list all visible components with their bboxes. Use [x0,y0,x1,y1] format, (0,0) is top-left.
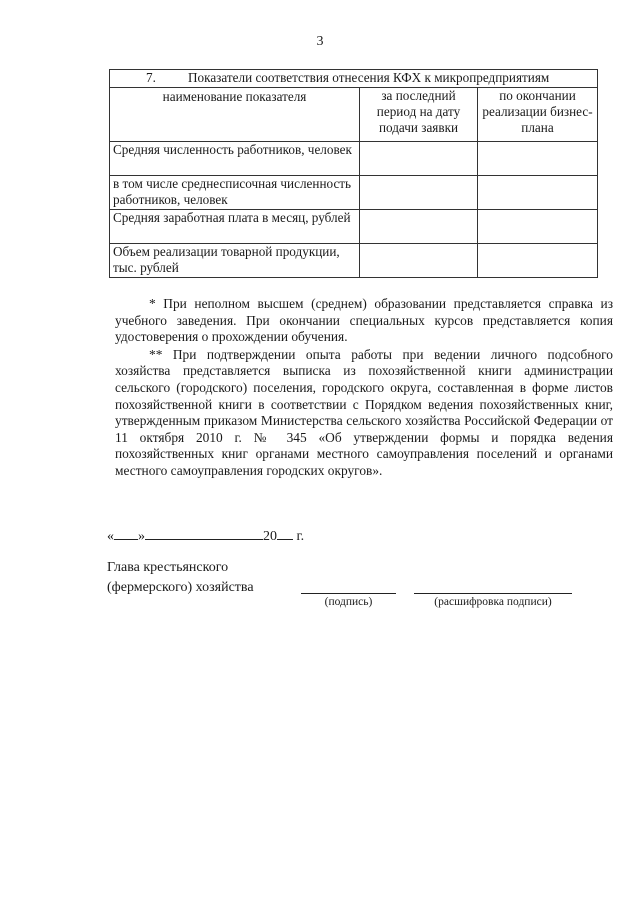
footnote-experience: ** При подтверждении опыта работы при ведении личного подсобного хозяйства представляется выписка из похозяйственной книги администрации сельского (городского) поселения, городского округа, составленная в форме листов похозяйственной книги в соответствии с Порядком ведения похозяйственных книг, утвержденным приказом Министерства сельского хозяйства Российской Федерации от 11 октября 2010 г. № 345 «Об утверждении формы и порядка ведения похозяйственных книг органами местного самоуправления поселений и органами местного самоуправления городских округов». [115,346,613,478]
table-section-row [110,70,598,88]
value-last-period [360,244,478,278]
signer-title-line1: Глава крестьянского [107,560,229,575]
section-title-cell [110,70,598,88]
value-last-period [360,210,478,244]
value-end-of-plan [478,142,598,176]
indicator-name: Средняя заработная плата в месяц, рублей [110,210,360,244]
value-last-period [360,176,478,210]
signer-title-line2: (фермерского) хозяйства [107,580,254,595]
signer-title [107,558,254,598]
table-row [110,142,598,176]
column-header-end-of-plan: по окончании реализации бизнес-плана [478,88,598,142]
section-number: 7. [146,70,156,85]
year-prefix: 20 [263,529,277,544]
value-end-of-plan [478,244,598,278]
date-line [107,526,304,545]
value-end-of-plan [478,210,598,244]
signature-line [301,593,396,594]
indicator-name: Средняя численность работников, человек [110,142,360,176]
decoding-caption: (расшифровка подписи) [434,596,552,608]
signature-decoding-line [414,593,572,594]
indicator-name: в том числе среднесписочная численность работников, человек [110,176,360,210]
footnote-education: * При неполном высшем (среднем) образовании представляется справка из учебного заведения. При окончании специальных курсов представляется копия удостоверения о прохождении обучения. [115,296,613,345]
day-blank [114,526,138,540]
indicators-table [109,69,598,278]
year-suffix: г. [296,529,305,544]
value-end-of-plan [478,176,598,210]
column-header-name: наименование показателя [110,88,360,142]
date-close-quote: » [138,529,145,544]
column-header-last-period: за последний период на дату подачи заявки [360,88,478,142]
table-header-row [110,88,598,142]
year-blank [277,526,293,540]
page-number: 3 [316,34,324,49]
signature-caption: (подпись) [324,596,373,608]
value-last-period [360,142,478,176]
indicator-name: Объем реализации товарной продукции, тыс. рублей [110,244,360,278]
table-row [110,244,598,278]
footnotes [115,296,613,480]
table-row [110,176,598,210]
table-row [110,210,598,244]
month-blank [145,526,263,540]
section-title: Показатели соответствия отнесения КФХ к микропредприятиям [188,70,550,85]
date-open-quote: « [107,529,114,544]
